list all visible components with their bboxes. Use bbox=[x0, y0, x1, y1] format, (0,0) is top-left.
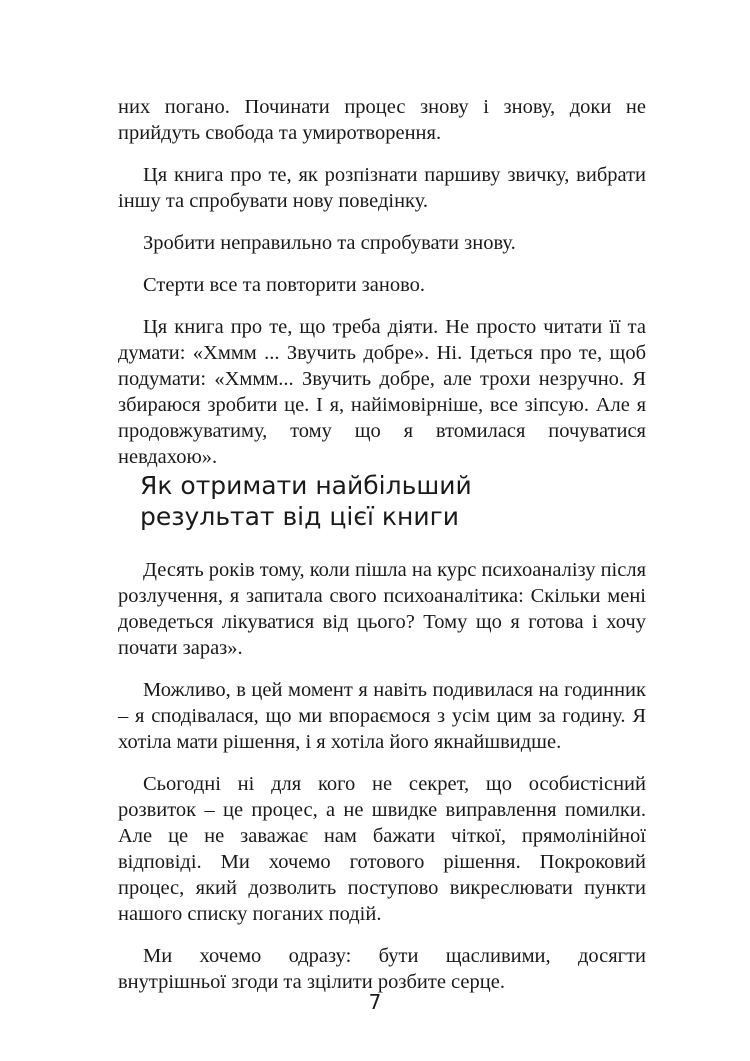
section-heading bbox=[140, 470, 620, 532]
paragraph: Зробити неправильно та спробувати знову. bbox=[143, 232, 516, 254]
paragraph: Сьогодні ні для кого не секрет, що особистісний розвиток – це процес, а не швидке виправлення помилки. Але це не заважає нам бажати чіткої, прямолінійної відповіді. Ми хочемо готового рішення. Покроковий процес, який дозволить поступово викреслювати пункти нашого списку поганих подій. bbox=[118, 773, 646, 925]
section-heading-line: Як отримати найбільший bbox=[140, 471, 472, 500]
paragraph: Десять років тому, коли пішла на курс психоаналізу після розлучення, я запитала свого психоаналітика: Скільки мені доведеться лікуватися від цього? Тому що я готова і хочу почати зараз». bbox=[118, 559, 646, 659]
paragraph: них погано. Починати процес знову і знову, доки не прийдуть свобода та умиротворення. bbox=[118, 96, 646, 144]
paragraph: Ця книга про те, що треба діяти. Не просто читати її та думати: «Хммм ... Звучить добре». Ні. Ідеться про те, щоб подумати: «Хммм... Звучить добре, але трохи незручно. Я збираюся зробити це. І я, найімовірніше, все зіпсую. Але я продовжуватиму, тому що я втомилася почуватися невдахою». bbox=[118, 316, 646, 468]
paragraph: Стерти все та повторити заново. bbox=[143, 274, 425, 296]
paragraph: Ця книга про те, як розпізнати паршиву звичку, вибрати іншу та спробувати нову поведінку. bbox=[118, 164, 646, 212]
body-text-top bbox=[118, 94, 646, 486]
section-heading-line: результат від цієї книги bbox=[140, 502, 460, 531]
paragraph: Ми хочемо одразу: бути щасливими, досягти внутрішньої згоди та зцілити розбите серце. bbox=[118, 945, 646, 993]
page-number: 7 bbox=[368, 990, 382, 1014]
body-text-bottom bbox=[118, 557, 646, 1011]
paragraph: Можливо, в цей момент я навіть подивилася на годинник – я сподівалася, що ми впораємося з усім цим за годину. Я хотіла мати рішення, і я хотіла його якнайшвидше. bbox=[118, 679, 646, 753]
